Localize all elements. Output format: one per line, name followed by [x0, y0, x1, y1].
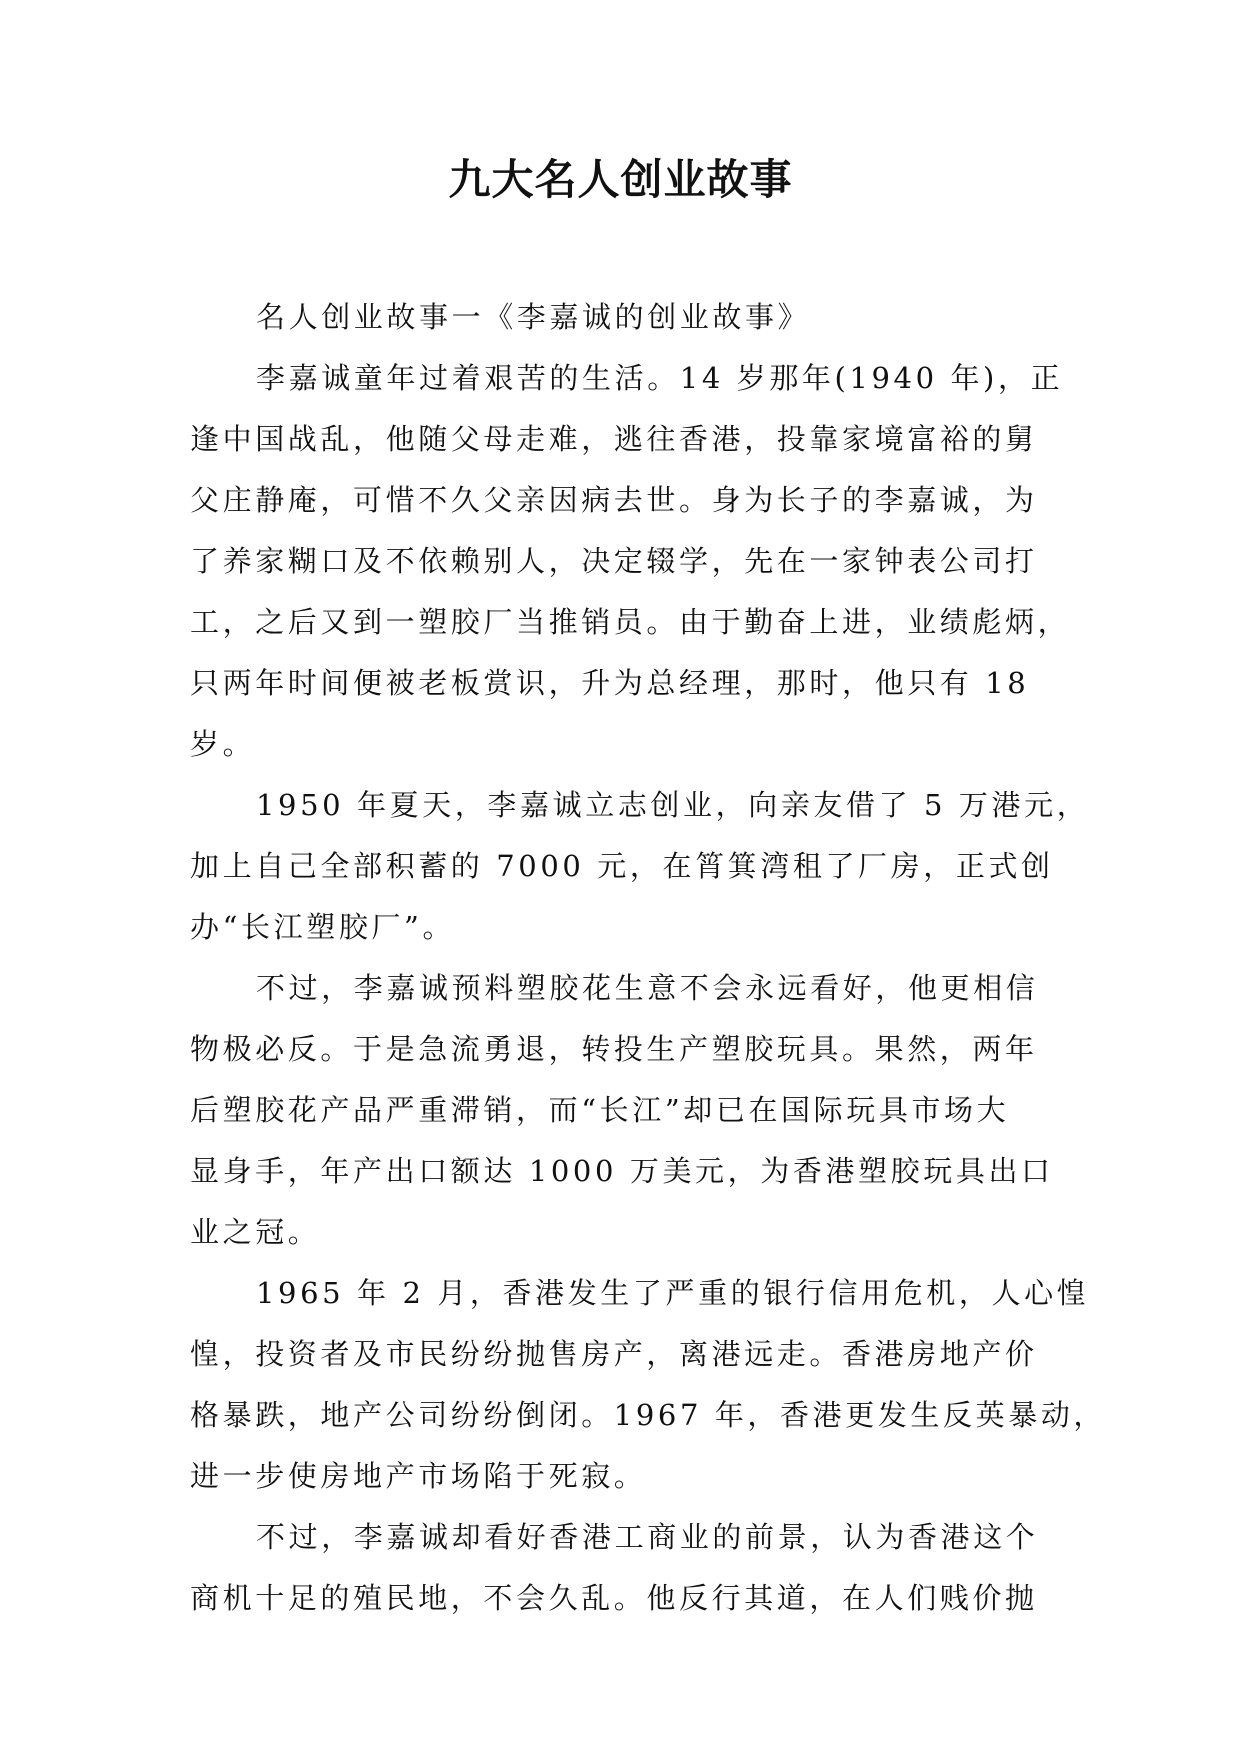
text-line: 格暴跌，地产公司纷纷倒闭。1967 年，香港更发生反英暴动，	[190, 1398, 1107, 1432]
text-line: 商机十足的殖民地，不会久乱。他反行其道，在人们贱价抛	[190, 1581, 1038, 1615]
text-line: 加上自己全部积蓄的 7000 元，在筲箕湾租了厂房，正式创	[190, 849, 1054, 883]
text-line: 了养家糊口及不依赖别人，决定辍学，先在一家钟表公司打	[190, 544, 1038, 578]
page-title: 九大名人创业故事	[448, 155, 793, 204]
text-line: 工，之后又到一塑胶厂当推销员。由于勤奋上进，业绩彪炳，	[190, 605, 1071, 639]
text-line: 父庄静庵，可惜不久父亲因病去世。身为长子的李嘉诚，为	[190, 483, 1038, 517]
text-line: 办“长江塑胶厂”。	[190, 910, 456, 944]
text-line: 不过，李嘉诚却看好香港工商业的前景，认为香港这个	[256, 1520, 1039, 1554]
text-line: 1950 年夏天，李嘉诚立志创业，向亲友借了 5 万港元，	[256, 788, 1090, 822]
text-line: 李嘉诚童年过着艰苦的生活。14 岁那年(1940 年)，正	[256, 361, 1064, 395]
text-line: 物极必反。于是急流勇退，转投生产塑胶玩具。果然，两年	[190, 1032, 1038, 1066]
text-line: 岁。	[190, 727, 256, 761]
text-line: 名人创业故事一《李嘉诚的创业故事》	[256, 300, 811, 334]
text-line: 逢中国战乱，他随父母走难，逃往香港，投靠家境富裕的舅	[190, 422, 1038, 456]
text-line: 进一步使房地产市场陷于死寂。	[190, 1459, 647, 1493]
text-line: 1965 年 2 月，香港发生了严重的银行信用危机，人心惶	[256, 1276, 1090, 1310]
text-line: 不过，李嘉诚预料塑胶花生意不会永远看好，他更相信	[256, 971, 1039, 1005]
text-line: 惶，投资者及市民纷纷抛售房产，离港远走。香港房地产价	[190, 1337, 1038, 1371]
article-body	[190, 287, 1107, 1629]
text-line: 后塑胶花产品严重滞销，而“长江”却已在国际玩具市场大	[190, 1093, 1010, 1127]
text-line: 只两年时间便被老板赏识，升为总经理，那时，他只有 18	[190, 666, 1030, 700]
text-line: 业之冠。	[190, 1215, 321, 1249]
text-line: 显身手，年产出口额达 1000 万美元，为香港塑胶玩具出口	[190, 1154, 1054, 1188]
